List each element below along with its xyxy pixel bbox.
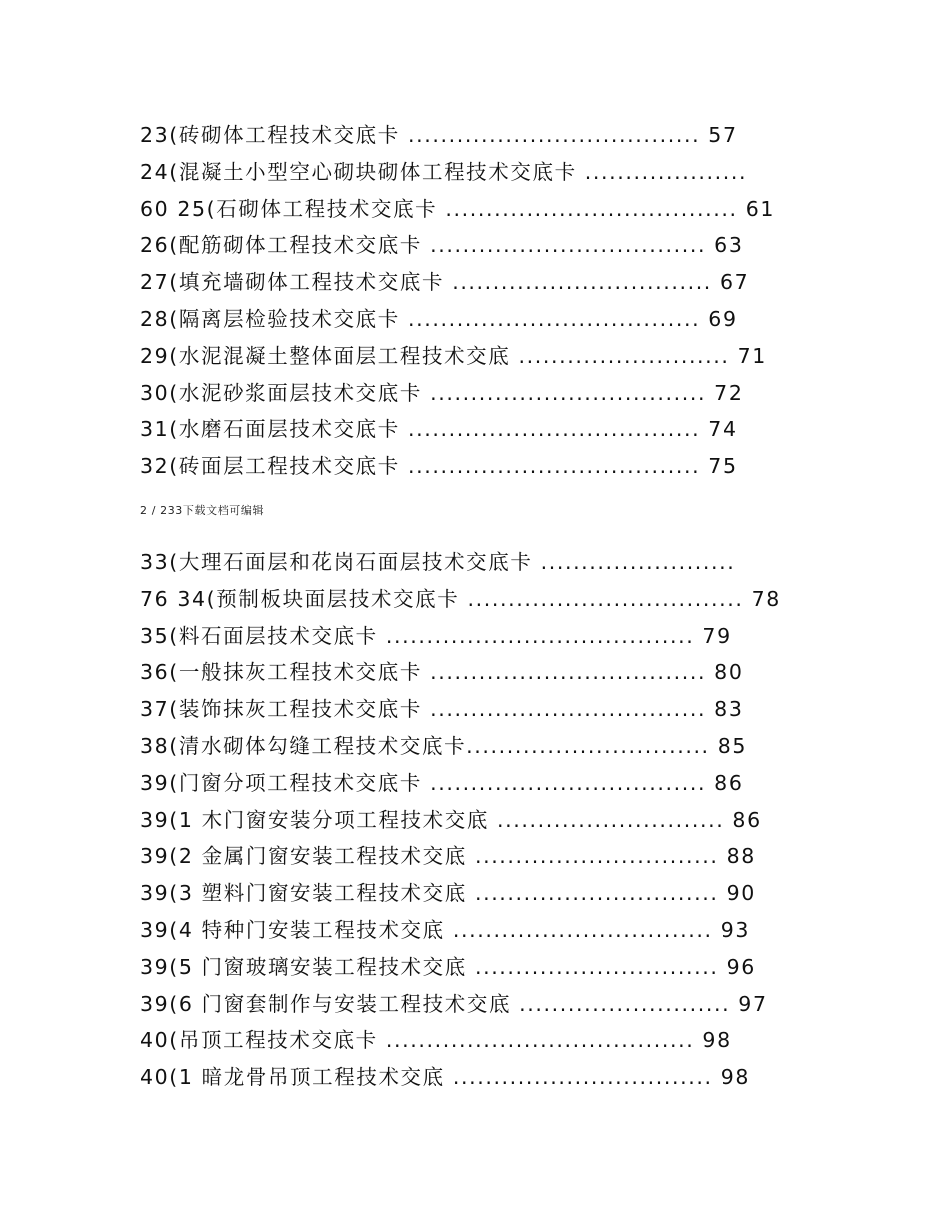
toc-entry: 26(配筋砌体工程技术交底卡 .................................. 63 [140,233,744,258]
toc-entry: 36(一般抹灰工程技术交底卡 .................................. 80 [140,660,744,685]
toc-section-top [140,117,820,485]
toc-entry: 31(水磨石面层技术交底卡 .................................... 74 [140,417,738,442]
toc-entry: 37(装饰抹灰工程技术交底卡 .................................. 83 [140,697,744,722]
toc-entry: 39(门窗分项工程技术交底卡 .................................. 86 [140,770,744,795]
toc-entry: 30(水泥砂浆面层技术交底卡 .................................. 72 [140,380,744,405]
toc-entry: 32(砖面层工程技术交底卡 .................................... 75 [140,454,738,479]
toc-entry: 24(混凝土小型空心砌块砌体工程技术交底卡 .................... [140,159,748,184]
toc-entry: 76 34(预制板块面层技术交底卡 .................................. 78 [140,586,781,611]
toc-entry: 28(隔离层检验技术交底卡 .................................... 69 [140,306,738,331]
page-footer: 2 / 233下载文档可编辑 [140,504,265,517]
toc-entry: 33(大理石面层和花岗石面层技术交底卡 ........................ [140,550,736,574]
toc-entry: 27(填充墙砌体工程技术交底卡 ................................ 67 [140,270,750,295]
toc-entry: 39(2 金属门窗安装工程技术交底 .............................. 88 [140,844,756,869]
toc-entry: 40(吊顶工程技术交底卡 ...................................... 98 [140,1028,732,1053]
toc-entry: 39(5 门窗玻璃安装工程技术交底 .............................. 96 [140,954,756,979]
toc-entry: 29(水泥混凝土整体面层工程技术交底 .......................... 71 [140,343,767,368]
toc-entry: 39(1 木门窗安装分项工程技术交底 ............................ 86 [140,807,762,832]
toc-entry: 35(料石面层技术交底卡 ...................................... 79 [140,623,732,648]
toc-entry: 39(4 特种门安装工程技术交底 ................................ 93 [140,917,750,942]
toc-entry: 38(清水砌体勾缝工程技术交底卡.............................. 85 [140,733,748,758]
toc-section-bottom [140,544,820,1096]
toc-entry: 60 25(石砌体工程技术交底卡 .................................... 61 [140,196,775,221]
toc-entry: 23(砖砌体工程技术交底卡 .................................... 57 [140,123,738,147]
toc-entry: 39(6 门窗套制作与安装工程技术交底 .......................... 97 [140,991,768,1016]
toc-entry: 40(1 暗龙骨吊顶工程技术交底 ................................ 98 [140,1065,750,1090]
toc-entry: 39(3 塑料门窗安装工程技术交底 .............................. 90 [140,881,756,906]
